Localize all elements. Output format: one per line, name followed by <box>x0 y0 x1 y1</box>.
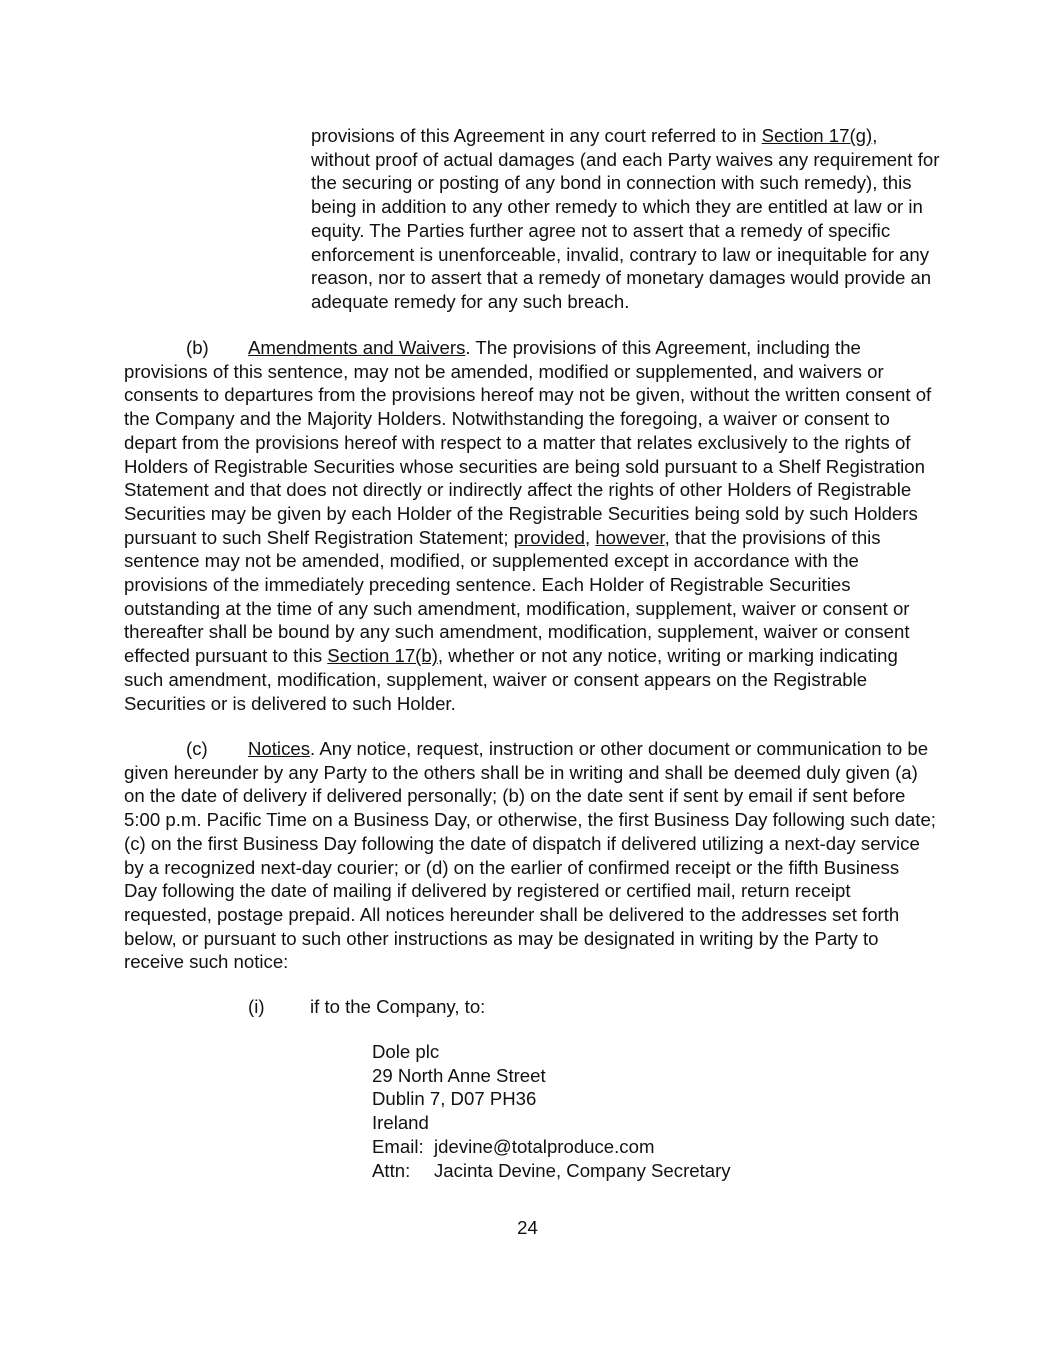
email-label: Email: <box>372 1135 424 1157</box>
company-address-block <box>372 1040 731 1182</box>
section-b-number: (b) <box>186 337 209 358</box>
continuation-paragraph <box>311 124 941 314</box>
attn-value: Jacinta Devine, Company Secretary <box>434 1159 731 1181</box>
however-term: however <box>595 526 665 548</box>
address-line-2: 29 North Anne Street <box>372 1064 546 1086</box>
section-b-heading: Amendments and Waivers <box>248 337 466 358</box>
section-c-number: (c) <box>186 738 208 759</box>
page-number: 24 <box>517 1217 538 1238</box>
item-i-number: (i) <box>248 996 265 1017</box>
address-attn-line <box>372 1159 731 1183</box>
section-b-paragraph <box>124 336 936 715</box>
address-line-3: Dublin 7, D07 PH36 <box>372 1088 537 1110</box>
section-17g-reference: Section 17(g) <box>761 125 873 146</box>
item-i-line <box>248 995 485 1019</box>
section-b-comma: , <box>584 526 596 548</box>
provided-term: provided <box>513 526 585 548</box>
continuation-text-2: , without proof of actual damages (and each Party waives any requirement for the securing or posting of any bond in connection with such remedy), this being in addition to any other remedy to which they are entitled at law or in equity. The Parties further agree not to assert that a remedy of specific enforcement is unenforceable, invalid, contrary to law or inequitable for any reason, nor to assert that a remedy of monetary damages would provide an adequate remedy for any such breach. <box>311 125 940 312</box>
email-value: jdevine@totalproduce.com <box>434 1135 655 1157</box>
attn-label: Attn: <box>372 1159 411 1181</box>
section-c-paragraph <box>124 737 936 974</box>
section-b-text-2: , that the provisions of this sentence may not be amended, modified, or supplemented except in accordance with the provisions of the immediately preceding sentence. Each Holder of Registrable Securities outstanding at the time of any such amendment, modification, supplement, waiver or consent or thereafter shall be bound by any such amendment, modification, supplement, waiver or consent effected pursuant to this <box>124 526 910 667</box>
section-c-text: . Any notice, request, instruction or other document or communication to be given hereunder by any Party to the others shall be in writing and shall be deemed duly given (a) on the date of delivery if delivered personally; (b) on the date sent if sent by email if sent before 5:00 p.m. Pacific Time on a Business Day, or otherwise, the first Business Day following such date; (c) on the first Business Day following the date of dispatch if delivered utilizing a next-day service by a recognized next-day courier; or (d) on the earlier of confirmed receipt or the fifth Business Day following the date of mailing if delivered by registered or certified mail, return receipt requested, postage prepaid. All notices hereunder shall be delivered to the addresses set forth below, or pursuant to such other instructions as may be designated in writing by the Party to receive such notice: <box>124 738 936 973</box>
address-line-4: Ireland <box>372 1112 429 1134</box>
continuation-text-1: provisions of this Agreement in any court referred to in <box>311 125 762 146</box>
address-line-1: Dole plc <box>372 1041 440 1062</box>
section-b-text-1: . The provisions of this Agreement, including the provisions of this sentence, may not be amended, modified or supplemented, and waivers or consents to departures from the provisions hereof may not be given, without the written consent of the Company and the Majority Holders. Notwithstanding the foregoing, a waiver or consent to depart from the provisions hereof with respect to a matter that relates exclusively to the rights of Holders of Registrable Securities whose securities are being sold pursuant to a Shelf Registration Statement and that does not directly or indirectly affect the rights of other Holders of Registrable Securities may be given by each Holder of the Registrable Securities being sold by such Holders pursuant to such Shelf Registration Statement; <box>124 337 932 548</box>
item-i-text: if to the Company, to: <box>310 996 486 1017</box>
section-c-heading: Notices <box>248 738 311 759</box>
section-17b-reference: Section 17(b) <box>327 645 438 667</box>
section-b-text-3: , whether or not any notice, writing or marking indicating such amendment, modification, supplement, waiver or consent appears on the Registrable Securities or is delivered to such Holder. <box>124 645 898 714</box>
address-email-line <box>372 1135 731 1159</box>
